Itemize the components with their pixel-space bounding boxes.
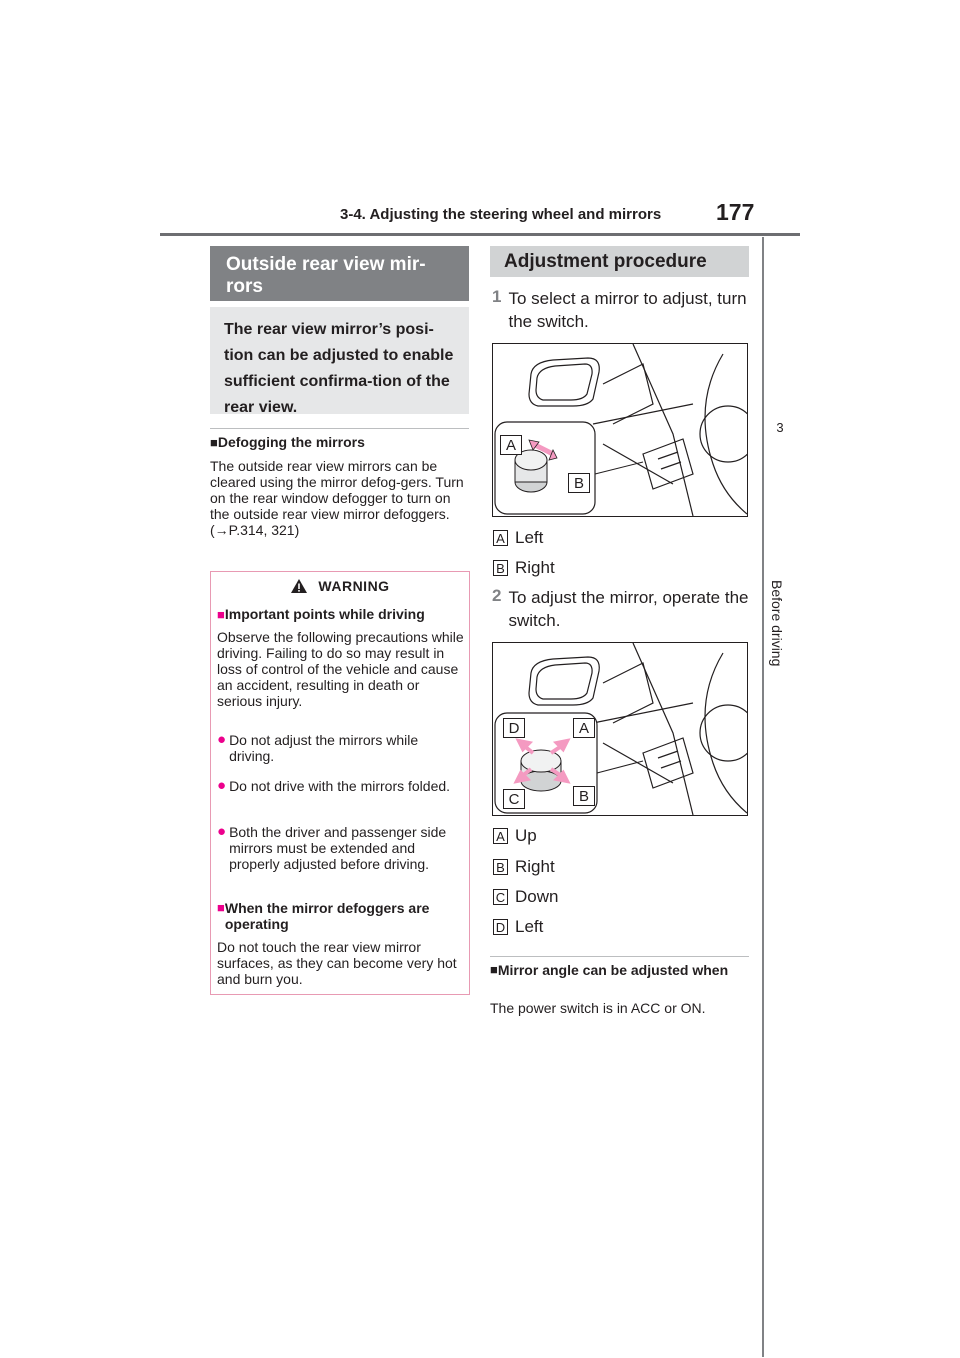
- divider: [490, 956, 749, 957]
- chapter-number: 3: [776, 420, 784, 435]
- mirror-select-illustration: [493, 344, 747, 516]
- warning-sub1: [217, 606, 467, 622]
- defog-heading: [210, 434, 470, 450]
- square-bullet-icon: ■: [217, 607, 225, 622]
- step-number: 2: [492, 586, 502, 605]
- defog-body-text: The outside rear view mirrors can be cleared using the mirror defog-gers. Turn on the rear window defogger to turn on the outside rear view mirror defoggers.: [210, 458, 464, 522]
- figure-callout: A: [573, 718, 595, 738]
- square-bullet-icon: ■: [217, 900, 225, 915]
- list-item: [493, 857, 555, 877]
- intro-text: The rear view mirror’s posi-tion can be adjusted to enable sufficient confirma-tion of the rear view.: [224, 321, 454, 416]
- mirror-adjust-illustration: [493, 643, 747, 815]
- list-item: [493, 826, 537, 846]
- figure-callout: A: [500, 435, 522, 455]
- key-label: A: [493, 530, 508, 546]
- defog-page-ref[interactable]: (→P.314, 321): [210, 522, 300, 538]
- figure-callout: D: [503, 718, 525, 738]
- warning-box: [210, 571, 470, 995]
- square-bullet-icon: ■: [210, 435, 218, 450]
- step-text: To select a mirror to adjust, turn the switch.: [508, 289, 747, 331]
- figure-callout: B: [568, 473, 590, 493]
- divider: [210, 428, 469, 429]
- key-label: B: [493, 560, 508, 576]
- warning-bullet: [217, 732, 467, 764]
- figure-mirror-select: [492, 343, 748, 517]
- intro-box: [210, 307, 469, 414]
- warning-bullet: [217, 778, 467, 794]
- warning-sub1-text: Important points while driving: [224, 606, 425, 622]
- heading-text: Adjustment procedure: [504, 250, 707, 272]
- warning-body2: Do not touch the rear view mirror surfaces, as they can become very hot and burn you.: [217, 939, 457, 987]
- item-text: Right: [515, 558, 555, 577]
- header-rule: [160, 233, 800, 236]
- side-tab-rule: [762, 237, 802, 1357]
- section-title: 3-4. Adjusting the steering wheel and mirrors: [340, 206, 662, 223]
- heading-text: Outside rear view mir-rors: [226, 254, 426, 297]
- key-label: C: [493, 889, 508, 905]
- section-heading-outside-mirrors: [210, 246, 469, 301]
- step-text: To adjust the mirror, operate the switch.: [508, 588, 749, 630]
- warning-body1: Observe the following precautions while driving. Failing to do so may result in loss of control of the vehicle and cause an accident, resulting in death or serious injury.: [217, 629, 464, 709]
- square-bullet-icon: ■: [490, 962, 498, 977]
- list-item: [493, 887, 558, 907]
- warning-sub2: [217, 900, 467, 932]
- page-number: 177: [716, 199, 755, 225]
- figure-mirror-adjust: [492, 642, 748, 816]
- list-item: [493, 558, 555, 578]
- key-label: D: [493, 919, 508, 935]
- warning-triangle-icon: [290, 578, 308, 594]
- key-label: B: [493, 859, 508, 875]
- bullet-dot-icon: ●: [217, 731, 227, 748]
- note-heading-text: Mirror angle can be adjusted when: [497, 962, 729, 978]
- figure-callout: C: [503, 789, 525, 809]
- defog-body: [210, 458, 468, 538]
- key-label: A: [493, 828, 508, 844]
- item-text: Up: [515, 826, 537, 845]
- bullet-text: Do not drive with the mirrors folded.: [229, 778, 451, 794]
- note-body: The power switch is in ACC or ON.: [490, 1000, 706, 1016]
- bullet-text: Do not adjust the mirrors while driving.: [229, 732, 419, 764]
- step-number: 1: [492, 287, 502, 306]
- list-item: [493, 917, 543, 937]
- warning-header: [211, 572, 469, 600]
- step-2: [492, 586, 752, 632]
- item-text: Down: [515, 887, 559, 906]
- warning-bullet: [217, 824, 467, 872]
- list-item: [493, 528, 543, 548]
- warning-title: WARNING: [318, 578, 390, 594]
- item-text: Left: [515, 917, 544, 936]
- item-text: Left: [515, 528, 544, 547]
- bullet-dot-icon: ●: [217, 823, 227, 840]
- note-heading: [490, 962, 745, 978]
- section-heading-adjustment: [490, 246, 749, 277]
- warning-sub2-text: When the mirror defoggers are operating: [224, 900, 430, 932]
- figure-callout: B: [573, 786, 595, 806]
- bullet-dot-icon: ●: [217, 777, 227, 794]
- bullet-text: Both the driver and passenger side mirrors must be extended and properly adjusted before driving.: [229, 824, 447, 872]
- chapter-label: Before driving: [769, 580, 785, 667]
- defog-heading-text: Defogging the mirrors: [217, 434, 365, 450]
- step-1: [492, 287, 752, 333]
- item-text: Right: [515, 857, 555, 876]
